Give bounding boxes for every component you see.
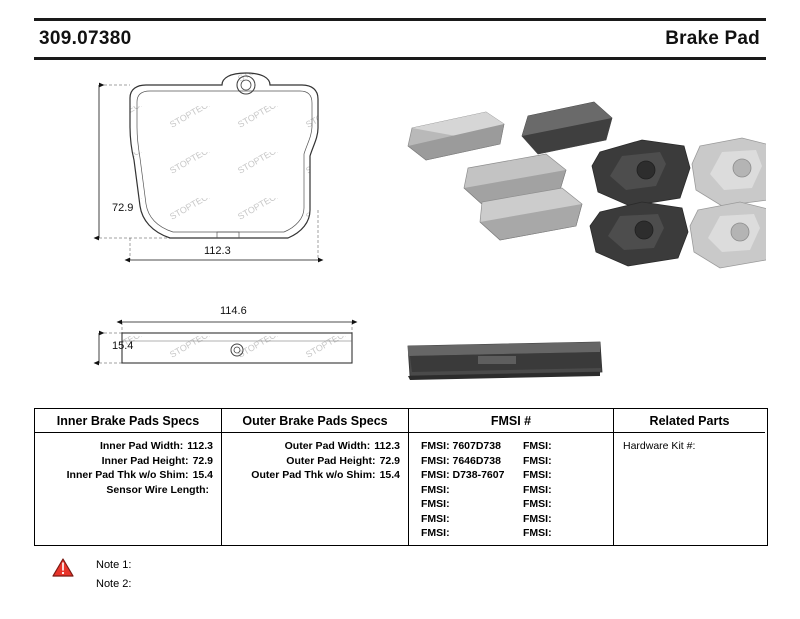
pad-photo-group-right bbox=[590, 138, 766, 268]
spec-label: Outer Pad Width: bbox=[284, 440, 371, 452]
note-row-1 bbox=[52, 556, 352, 575]
note-row-2 bbox=[52, 575, 352, 594]
spec-value: 112.3 bbox=[187, 440, 213, 452]
related-parts-row: Hardware Kit #: bbox=[623, 440, 696, 452]
drawing-svg bbox=[34, 60, 766, 400]
fmsi-right-column bbox=[511, 439, 613, 541]
inner-pad-specs-column bbox=[35, 409, 222, 545]
pad-side-photo bbox=[408, 342, 602, 380]
part-number: 309.07380 bbox=[39, 28, 132, 49]
page-title: Brake Pad bbox=[665, 28, 760, 49]
spec-value bbox=[209, 483, 213, 498]
fmsi-row: FMSI: bbox=[421, 512, 450, 525]
spec-label: Inner Pad Height: bbox=[101, 454, 189, 467]
related-parts-heading: Related Parts bbox=[614, 409, 765, 433]
warning-icon bbox=[52, 558, 74, 577]
spec-value: 72.9 bbox=[192, 454, 213, 467]
fmsi-row: FMSI: bbox=[523, 498, 552, 510]
spec-row bbox=[35, 439, 221, 454]
fmsi-body bbox=[409, 433, 613, 541]
note-1-label: Note 1: bbox=[96, 559, 132, 571]
note-2-label: Note 2: bbox=[96, 578, 132, 590]
outer-pad-specs-column bbox=[222, 409, 409, 545]
pad-face-drawing bbox=[130, 73, 318, 238]
spec-row bbox=[35, 468, 221, 483]
spec-value: 15.4 bbox=[192, 469, 213, 481]
fmsi-row: FMSI: bbox=[523, 469, 552, 481]
fmsi-row: FMSI: bbox=[523, 454, 552, 467]
spec-row bbox=[222, 454, 408, 469]
dimension-label-side-width: 114.6 bbox=[220, 305, 247, 317]
spec-label: Inner Pad Thk w/o Shim: bbox=[66, 469, 189, 481]
fmsi-row: FMSI: 7646D738 bbox=[421, 454, 501, 467]
inner-pad-specs-heading: Inner Brake Pads Specs bbox=[35, 409, 221, 433]
spec-label: Sensor Wire Length: bbox=[106, 483, 209, 496]
fmsi-row: FMSI: bbox=[523, 512, 552, 525]
fmsi-row: FMSI: bbox=[523, 483, 552, 496]
specs-table bbox=[34, 408, 768, 546]
related-parts-column bbox=[614, 409, 765, 545]
spec-label: Outer Pad Height: bbox=[286, 454, 376, 467]
outer-pad-specs-body bbox=[222, 433, 408, 483]
spec-value: 112.3 bbox=[374, 440, 400, 452]
fmsi-row: FMSI: bbox=[523, 440, 552, 452]
dimension-width-114-6 bbox=[122, 322, 352, 333]
fmsi-heading: FMSI # bbox=[409, 409, 613, 433]
fmsi-column bbox=[409, 409, 614, 545]
pad-side-profile-drawing bbox=[122, 333, 352, 363]
dimension-label-height: 72.9 bbox=[112, 202, 134, 214]
outer-pad-specs-heading: Outer Brake Pads Specs bbox=[222, 409, 408, 433]
related-parts-body bbox=[614, 433, 765, 454]
dimension-label-thickness: 15.4 bbox=[112, 340, 134, 352]
notes-section bbox=[52, 556, 352, 594]
spec-label: Outer Pad Thk w/o Shim: bbox=[251, 469, 376, 481]
fmsi-row: FMSI: D738-7607 bbox=[421, 469, 505, 481]
fmsi-row: FMSI: bbox=[523, 527, 552, 539]
spec-row bbox=[35, 483, 221, 498]
spec-row bbox=[222, 439, 408, 454]
fmsi-row: FMSI: bbox=[421, 483, 450, 496]
spec-label: Inner Pad Width: bbox=[99, 440, 184, 452]
pad-photo-group-left bbox=[408, 102, 612, 240]
dimension-label-width: 112.3 bbox=[204, 245, 231, 257]
spec-row bbox=[35, 454, 221, 469]
spec-row bbox=[222, 468, 408, 483]
technical-drawings bbox=[34, 60, 766, 400]
spec-value: 72.9 bbox=[379, 454, 400, 467]
spec-value: 15.4 bbox=[379, 469, 400, 481]
fmsi-row: FMSI: bbox=[421, 498, 450, 510]
inner-pad-specs-body bbox=[35, 433, 221, 497]
fmsi-left-column bbox=[409, 439, 511, 541]
page-header bbox=[34, 18, 766, 60]
fmsi-row: FMSI: 7607D738 bbox=[421, 440, 501, 452]
fmsi-row: FMSI: bbox=[421, 527, 450, 539]
